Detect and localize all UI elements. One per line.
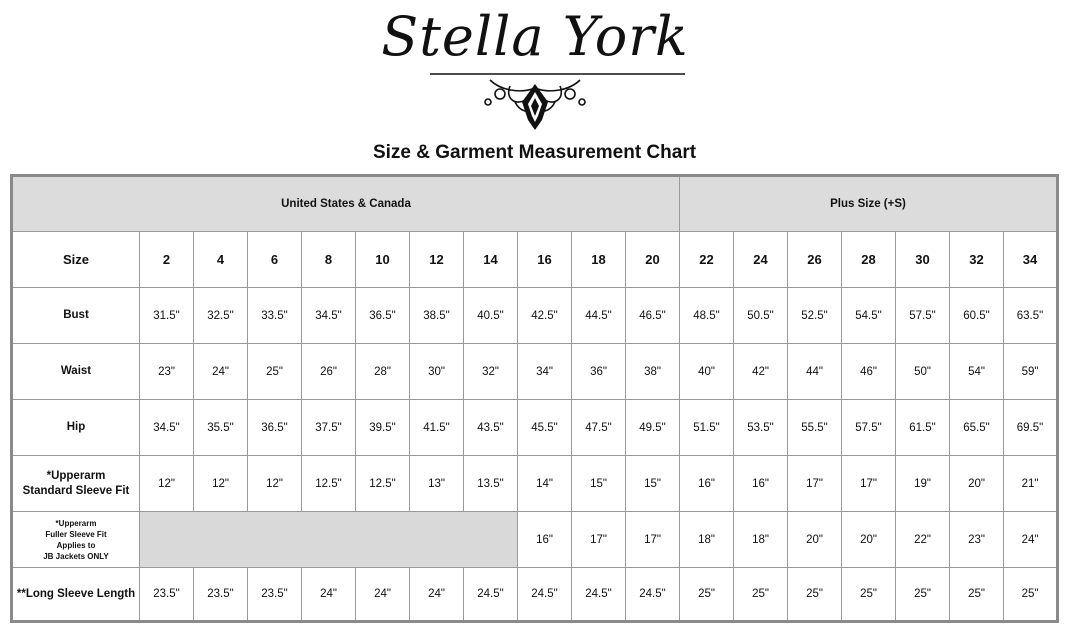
size-cell: 6 xyxy=(248,232,302,288)
size-cell: 20 xyxy=(626,232,680,288)
value-cell: 50" xyxy=(896,344,950,400)
value-cell: 31.5" xyxy=(140,288,194,344)
row-label-bust: Bust xyxy=(12,288,140,344)
chart-title: Size & Garment Measurement Chart xyxy=(372,142,697,163)
value-cell: 25" xyxy=(680,568,734,622)
value-cell: 38" xyxy=(626,344,680,400)
value-cell: 57.5" xyxy=(842,400,896,456)
value-cell: 34.5" xyxy=(302,288,356,344)
value-cell: 61.5" xyxy=(896,400,950,456)
size-cell: 22 xyxy=(680,232,734,288)
row-label-waist: Waist xyxy=(12,344,140,400)
value-cell: 20" xyxy=(842,512,896,568)
value-cell: 48.5" xyxy=(680,288,734,344)
value-cell: 39.5" xyxy=(356,400,410,456)
value-cell: 36" xyxy=(572,344,626,400)
row-label-upperarm-standard xyxy=(12,456,140,512)
value-cell: 57.5" xyxy=(896,288,950,344)
value-cell: 50.5" xyxy=(734,288,788,344)
value-cell: 23.5" xyxy=(140,568,194,622)
row-label-line: *Upperarm xyxy=(55,518,97,528)
value-cell: 23.5" xyxy=(248,568,302,622)
hip-row xyxy=(12,400,1058,456)
value-cell: 24" xyxy=(410,568,464,622)
value-cell: 16" xyxy=(680,456,734,512)
value-cell: 24" xyxy=(1004,512,1058,568)
value-cell: 54.5" xyxy=(842,288,896,344)
size-chart-table xyxy=(10,174,1059,623)
value-cell: 17" xyxy=(572,512,626,568)
value-cell: 25" xyxy=(950,568,1004,622)
value-cell: 25" xyxy=(842,568,896,622)
group-us-canada: United States & Canada xyxy=(12,176,680,232)
value-cell: 25" xyxy=(248,344,302,400)
value-cell: 12" xyxy=(140,456,194,512)
value-cell: 23.5" xyxy=(194,568,248,622)
size-cell: 18 xyxy=(572,232,626,288)
value-cell: 13" xyxy=(410,456,464,512)
size-cell: 4 xyxy=(194,232,248,288)
size-cell: 32 xyxy=(950,232,1004,288)
long-sleeve-row xyxy=(12,568,1058,622)
value-cell: 42.5" xyxy=(518,288,572,344)
value-cell: 16" xyxy=(518,512,572,568)
group-plus-size: Plus Size (+S) xyxy=(680,176,1058,232)
value-cell: 30" xyxy=(410,344,464,400)
value-cell: 46.5" xyxy=(626,288,680,344)
value-cell: 28" xyxy=(356,344,410,400)
value-cell: 37.5" xyxy=(302,400,356,456)
value-cell: 35.5" xyxy=(194,400,248,456)
value-cell: 24.5" xyxy=(572,568,626,622)
value-cell: 63.5" xyxy=(1004,288,1058,344)
value-cell: 18" xyxy=(680,512,734,568)
value-cell: 12" xyxy=(248,456,302,512)
value-cell: 34.5" xyxy=(140,400,194,456)
value-cell: 25" xyxy=(1004,568,1058,622)
value-cell: 47.5" xyxy=(572,400,626,456)
row-label-line: Standard Sleeve Fit xyxy=(22,484,130,497)
value-cell: 15" xyxy=(626,456,680,512)
value-cell: 44.5" xyxy=(572,288,626,344)
value-cell: 51.5" xyxy=(680,400,734,456)
row-label-upperarm-fuller xyxy=(12,512,140,568)
value-cell: 25" xyxy=(788,568,842,622)
value-cell: 23" xyxy=(950,512,1004,568)
value-cell: 44" xyxy=(788,344,842,400)
value-cell: 25" xyxy=(896,568,950,622)
value-cell: 55.5" xyxy=(788,400,842,456)
value-cell: 69.5" xyxy=(1004,400,1058,456)
value-cell: 40.5" xyxy=(464,288,518,344)
value-cell: 17" xyxy=(842,456,896,512)
not-applicable-block xyxy=(140,512,518,568)
value-cell: 34" xyxy=(518,344,572,400)
size-cell: 2 xyxy=(140,232,194,288)
value-cell: 40" xyxy=(680,344,734,400)
waist-row xyxy=(12,344,1058,400)
value-cell: 41.5" xyxy=(410,400,464,456)
size-cell: 14 xyxy=(464,232,518,288)
value-cell: 43.5" xyxy=(464,400,518,456)
size-cell: 28 xyxy=(842,232,896,288)
size-cell: 12 xyxy=(410,232,464,288)
brand-wordmark: Stella York xyxy=(381,5,689,68)
value-cell: 38.5" xyxy=(410,288,464,344)
value-cell: 42" xyxy=(734,344,788,400)
value-cell: 54" xyxy=(950,344,1004,400)
row-label-size: Size xyxy=(12,232,140,288)
size-row xyxy=(12,232,1058,288)
size-cell: 10 xyxy=(356,232,410,288)
brand-logo xyxy=(370,2,700,132)
value-cell: 60.5" xyxy=(950,288,1004,344)
upperarm-standard-row xyxy=(12,456,1058,512)
row-label-line: JB Jackets ONLY xyxy=(43,551,109,561)
size-cell: 30 xyxy=(896,232,950,288)
row-label-line: *Upperarm xyxy=(46,469,106,482)
value-cell: 22" xyxy=(896,512,950,568)
size-cell: 16 xyxy=(518,232,572,288)
value-cell: 59" xyxy=(1004,344,1058,400)
row-label-line: Fuller Sleeve Fit xyxy=(45,529,107,539)
value-cell: 21" xyxy=(1004,456,1058,512)
value-cell: 14" xyxy=(518,456,572,512)
value-cell: 24.5" xyxy=(626,568,680,622)
value-cell: 24" xyxy=(194,344,248,400)
size-cell: 24 xyxy=(734,232,788,288)
value-cell: 36.5" xyxy=(248,400,302,456)
value-cell: 24.5" xyxy=(464,568,518,622)
value-cell: 23" xyxy=(140,344,194,400)
value-cell: 17" xyxy=(626,512,680,568)
value-cell: 25" xyxy=(734,568,788,622)
value-cell: 15" xyxy=(572,456,626,512)
value-cell: 16" xyxy=(734,456,788,512)
value-cell: 12.5" xyxy=(302,456,356,512)
group-header-row xyxy=(12,176,1058,232)
value-cell: 36.5" xyxy=(356,288,410,344)
value-cell: 52.5" xyxy=(788,288,842,344)
value-cell: 24" xyxy=(302,568,356,622)
value-cell: 17" xyxy=(788,456,842,512)
value-cell: 19" xyxy=(896,456,950,512)
value-cell: 65.5" xyxy=(950,400,1004,456)
size-cell: 26 xyxy=(788,232,842,288)
row-label-line: Applies to xyxy=(56,540,96,550)
value-cell: 18" xyxy=(734,512,788,568)
value-cell: 12" xyxy=(194,456,248,512)
value-cell: 32.5" xyxy=(194,288,248,344)
bust-row xyxy=(12,288,1058,344)
value-cell: 46" xyxy=(842,344,896,400)
value-cell: 13.5" xyxy=(464,456,518,512)
value-cell: 45.5" xyxy=(518,400,572,456)
value-cell: 26" xyxy=(302,344,356,400)
value-cell: 20" xyxy=(950,456,1004,512)
value-cell: 12.5" xyxy=(356,456,410,512)
value-cell: 49.5" xyxy=(626,400,680,456)
row-label-long-sleeve: **Long Sleeve Length xyxy=(12,568,140,622)
value-cell: 53.5" xyxy=(734,400,788,456)
value-cell: 32" xyxy=(464,344,518,400)
value-cell: 24" xyxy=(356,568,410,622)
row-label-hip: Hip xyxy=(12,400,140,456)
value-cell: 20" xyxy=(788,512,842,568)
value-cell: 24.5" xyxy=(518,568,572,622)
upperarm-fuller-row xyxy=(12,512,1058,568)
size-cell: 34 xyxy=(1004,232,1058,288)
size-cell: 8 xyxy=(302,232,356,288)
value-cell: 33.5" xyxy=(248,288,302,344)
